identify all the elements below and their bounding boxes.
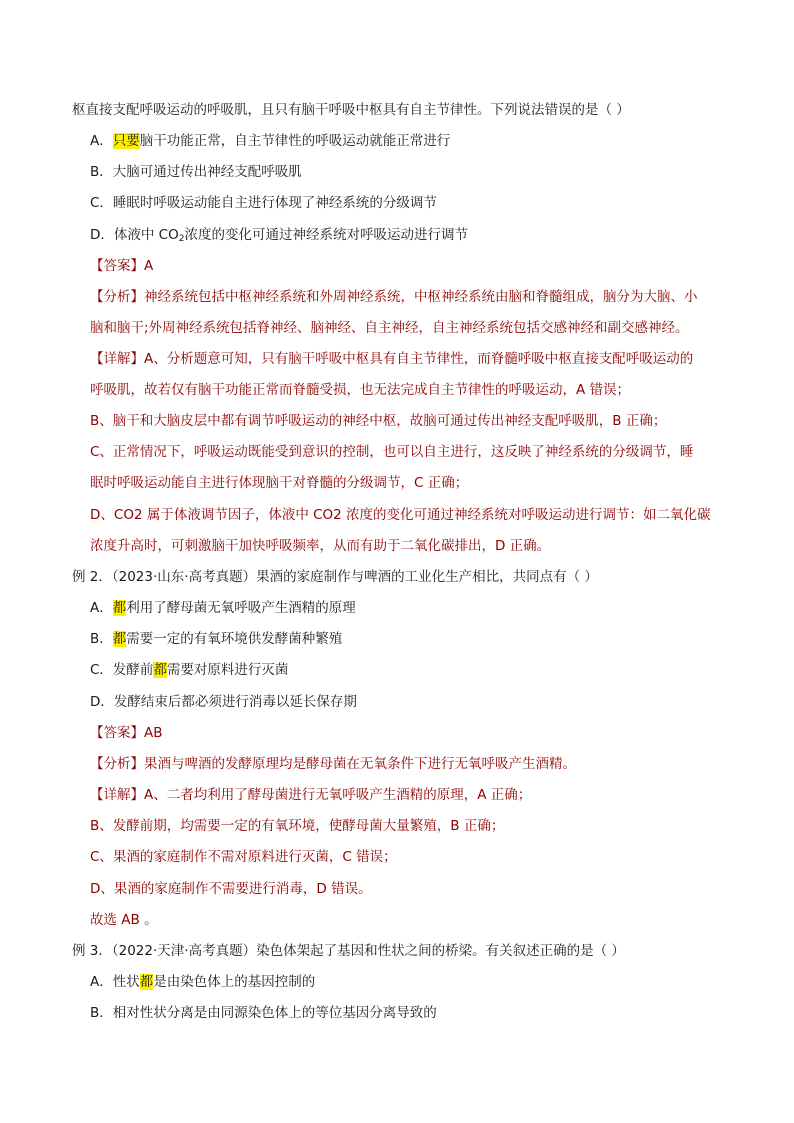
q2-conclusion: 故选 AB 。: [90, 912, 158, 928]
option-text: 是由染色体上的基因控制的: [153, 974, 316, 990]
option-label: A．性状: [90, 974, 140, 990]
q1-answer: 【答案】A: [90, 258, 154, 274]
q2-option-b: [90, 629, 342, 649]
q3-option-b: B．相对性状分离是由同源染色体上的等位基因分离导致的: [90, 1005, 437, 1021]
option-text: 利用了酵母菌无氧呼吸产生酒精的原理: [126, 600, 356, 616]
highlight-mark: 都: [153, 662, 167, 678]
q2-option-c: [90, 660, 288, 680]
option-label: B．: [90, 631, 113, 647]
q1-option-c: C．睡眠时呼吸运动能自主进行体现了神经系统的分级调节: [90, 195, 437, 211]
q3-option-a: [90, 972, 315, 992]
option-label: A．: [90, 133, 113, 149]
q1-option-a: [90, 131, 450, 151]
q2-detail-line: D、果酒的家庭制作不需要进行消毒，D 错误。: [90, 881, 372, 897]
subscript: 2: [178, 234, 185, 244]
q1-detail-line: D、CO2 属于体液调节因子，体液中 CO2 浓度的变化可通过神经系统对呼吸运动进行调节：如二氧化碳: [90, 507, 711, 523]
highlight-mark: 都: [139, 974, 154, 990]
q1-detail-line: 眠时呼吸运动能自主进行体现脑干对脊髓的分级调节，C 正确；: [90, 475, 469, 491]
q2-detail-line: C、果酒的家庭制作不需对原料进行灭菌，C 错误；: [90, 849, 397, 865]
option-text: 需要一定的有氧环境供发酵菌种繁殖: [126, 631, 343, 647]
highlight-mark: 都: [112, 600, 127, 616]
q2-option-a: [90, 598, 356, 618]
q1-stem: 枢直接支配呼吸运动的呼吸肌，且只有脑干呼吸中枢具有自主节律性。下列说法错误的是（ ）: [72, 102, 630, 118]
highlight-mark: 只要: [112, 133, 140, 149]
option-label: C．发酵前: [90, 662, 154, 678]
q1-detail-line: B、脑干和大脑皮层中都有调节呼吸运动的神经中枢，故脑可通过传出神经支配呼吸肌，B 正确；: [90, 413, 667, 429]
option-text: 脑干功能正常，自主节律性的呼吸运动就能正常进行: [139, 133, 451, 149]
option-label: A．: [90, 600, 113, 616]
q2-detail-line: 【详解】A、二者均利用了酵母菌进行无氧呼吸产生酒精的原理，A 正确；: [90, 787, 532, 803]
q2-answer: 【答案】AB: [90, 725, 163, 741]
q1-option-d: [90, 225, 468, 245]
q2-analysis: 【分析】果酒与啤酒的发酵原理均是酵母菌在无氧条件下进行无氧呼吸产生酒精。: [90, 756, 576, 772]
q2-option-d: D．发酵结束后都必须进行消毒以延长保存期: [90, 694, 357, 710]
q1-analysis-line: 【分析】神经系统包括中枢神经系统和外周神经系统，中枢神经系统由脑和脊髓组成，脑分为大脑、小: [90, 289, 698, 305]
q1-detail-line: C、正常情况下，呼吸运动既能受到意识的控制，也可以自主进行，这反映了神经系统的分级调节，睡: [90, 444, 694, 460]
q1-detail-line: 呼吸肌，故若仅有脑干功能正常而脊髓受损，也无法完成自主节律性的呼吸运动，A 错误；: [90, 382, 631, 398]
option-text: 需要对原料进行灭菌: [166, 662, 289, 678]
highlight-mark: 都: [112, 631, 127, 647]
q1-detail-line: 【详解】A、分析题意可知，只有脑干呼吸中枢具有自主节律性，而脊髓呼吸中枢直接支配呼吸运动的: [90, 351, 694, 367]
q1-option-b: B．大脑可通过传出神经支配呼吸肌: [90, 164, 302, 180]
q2-detail-line: B、发酵前期，均需要一定的有氧环境，使酵母菌大量繁殖，B 正确；: [90, 818, 505, 834]
q1-analysis-line: 脑和脑干;外周神经系统包括脊神经、脑神经、自主神经，自主神经系统包括交感神经和副交感神经。: [90, 320, 689, 336]
q3-stem: 例 3．（2022·天津·高考真题）染色体架起了基因和性状之间的桥梁。有关叙述正确的是（ ）: [72, 943, 625, 959]
q1-detail-line: 浓度升高时，可刺激脑干加快呼吸频率，从而有助于二氧化碳排出，D 正确。: [90, 538, 551, 554]
q2-stem: 例 2．（2023·山东·高考真题）果酒的家庭制作与啤酒的工业化生产相比，共同点有（ ）: [72, 569, 598, 585]
option-text: D．体液中 CO: [90, 227, 179, 243]
option-text: 浓度的变化可通过神经系统对呼吸运动进行调节: [184, 227, 468, 243]
